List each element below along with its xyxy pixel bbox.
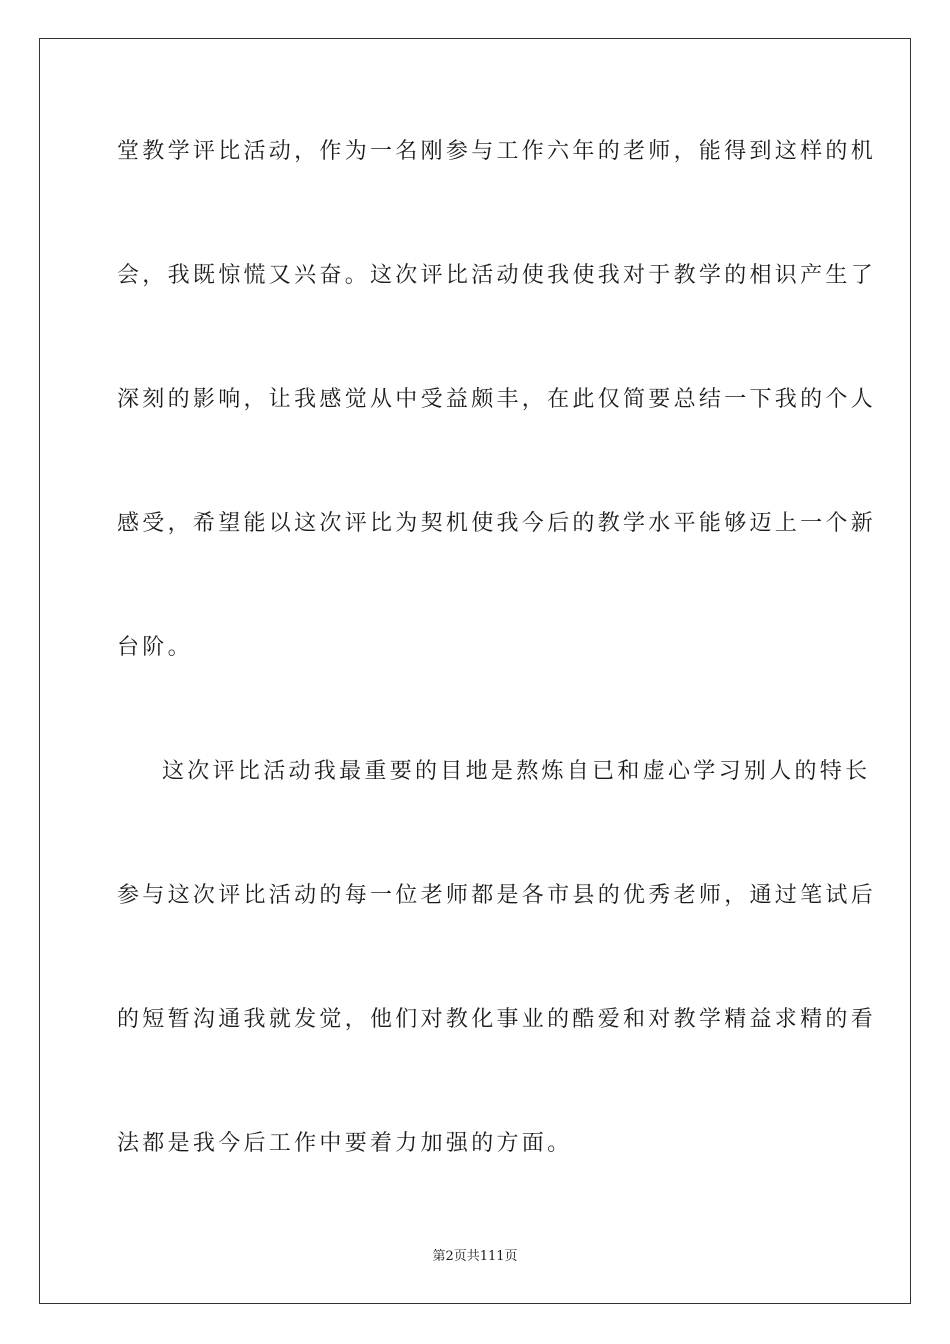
- text-line: 深刻的影响，让我感觉从中受益颇丰，在此仅简要总结一下我的个人: [117, 387, 877, 412]
- paragraph-first-line: 这次评比活动我最重要的目地是熬炼自已和虚心学习别人的特长: [162, 759, 871, 784]
- page-number: 第2页: [432, 1249, 467, 1264]
- text-line: 法都是我今后工作中要着力加强的方面。: [117, 1131, 573, 1156]
- text-line: 参与这次评比活动的每一位老师都是各市县的优秀老师，通过笔试后: [117, 883, 877, 908]
- text-line: 堂教学评比活动，作为一名刚参与工作六年的老师，能得到这样的机: [117, 139, 877, 164]
- text-line: 会，我既惊慌又兴奋。这次评比活动使我使我对于教学的相识产生了: [117, 263, 877, 288]
- text-line: 的短暂沟通我就发觉，他们对教化事业的酷爱和对教学精益求精的看: [117, 1007, 877, 1032]
- text-line: 感受，希望能以这次评比为契机使我今后的教学水平能够迈上一个新: [117, 511, 877, 536]
- total-pages: 共111页: [466, 1249, 518, 1264]
- page-border: [39, 38, 911, 1304]
- page-footer: [0, 1249, 950, 1265]
- text-line: 台阶。: [117, 635, 193, 660]
